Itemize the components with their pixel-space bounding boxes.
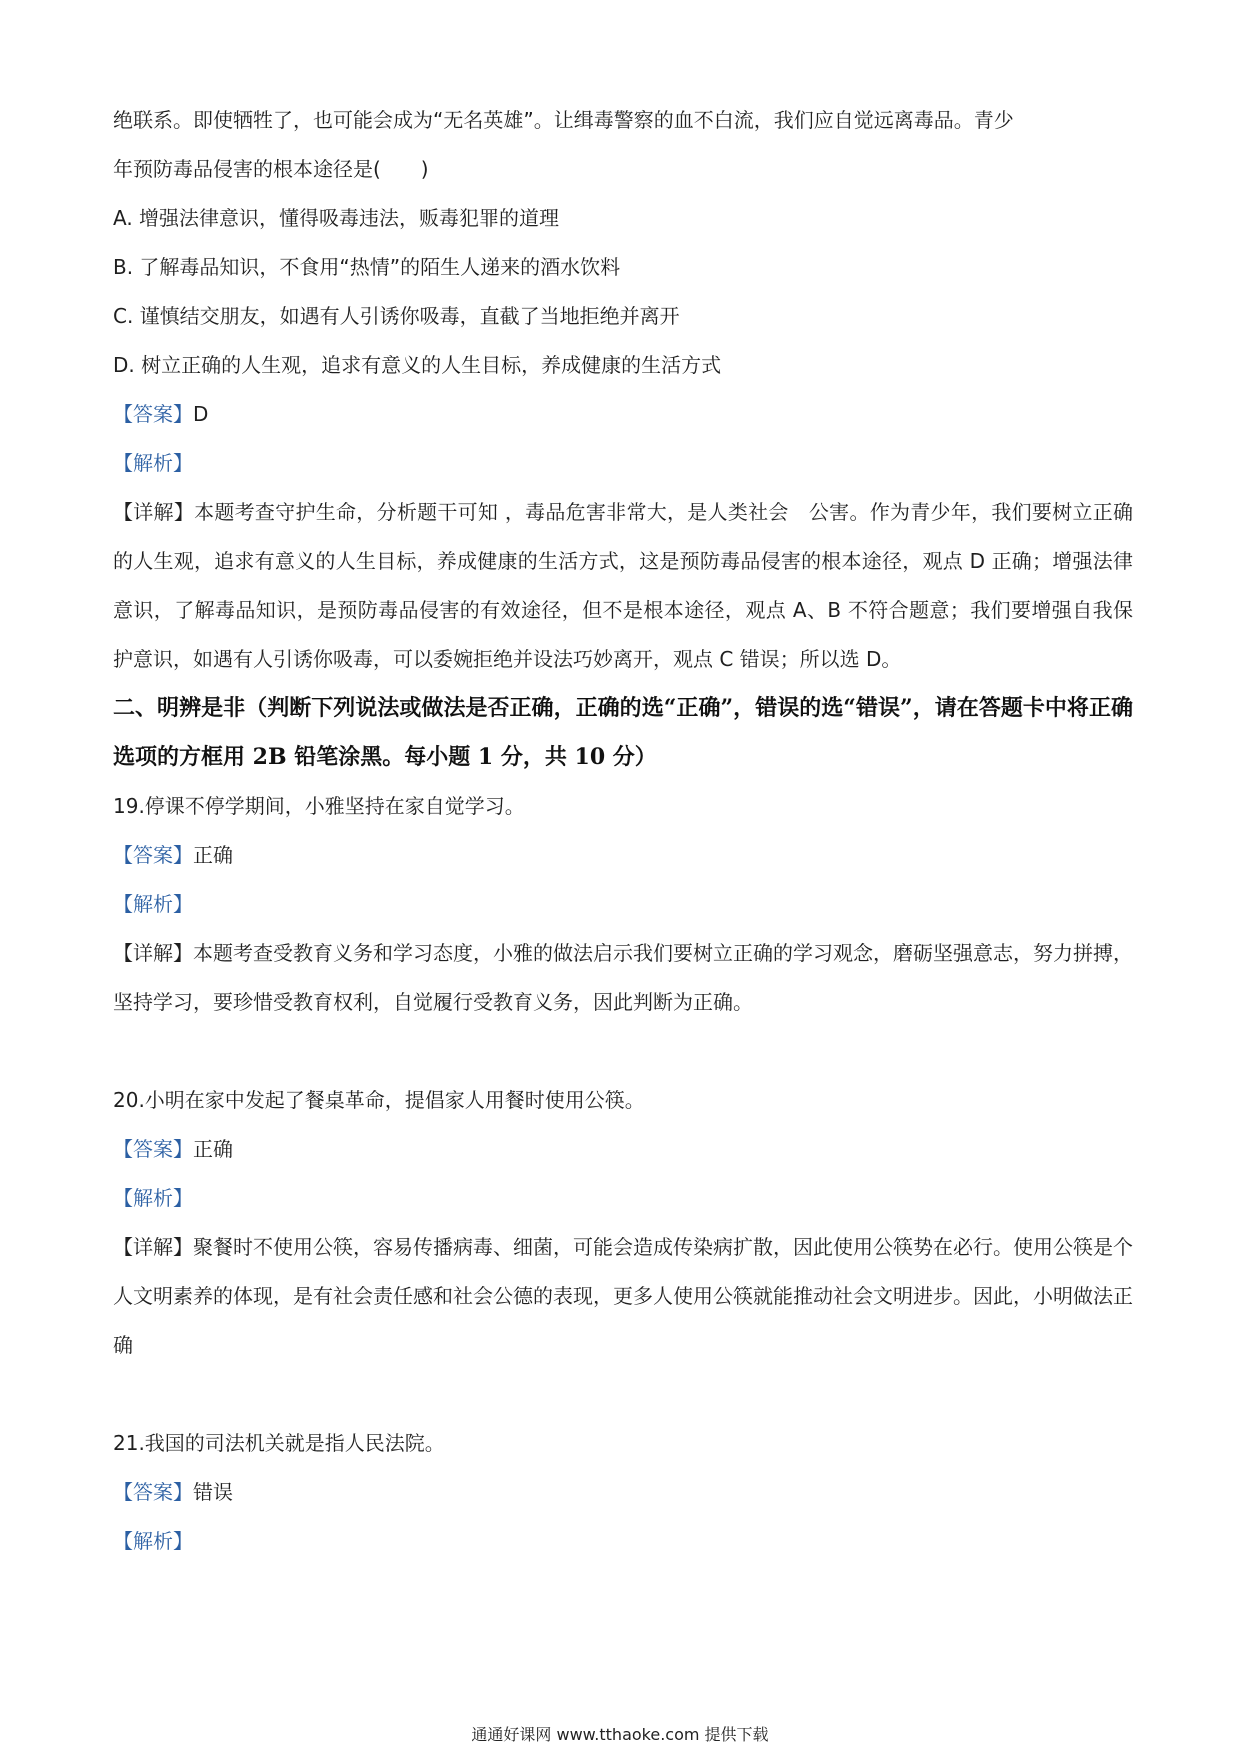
answer-tag: 【答案】 bbox=[113, 1480, 193, 1504]
q20-stem: 20.小明在家中发起了餐桌革命，提倡家人用餐时使用公筷。 bbox=[113, 1088, 645, 1112]
detail-tag: 【详解】 bbox=[113, 500, 195, 524]
analysis-tag: 【解析】 bbox=[113, 1186, 193, 1210]
q18-answer bbox=[113, 390, 1133, 439]
answer-value: 错误 bbox=[193, 1480, 233, 1504]
q18-option-d: D. 树立正确的人生观，追求有意义的人生目标，养成健康的生活方式 bbox=[113, 353, 722, 377]
q18-detail bbox=[113, 488, 1133, 684]
spacer bbox=[113, 1370, 1133, 1419]
q19-analysis bbox=[113, 880, 1133, 929]
answer-value: 正确 bbox=[193, 843, 233, 867]
detail-text: 本题考查守护生命，分析题干可知 ，毒品危害非常大，是人类社会 公害。作为青少年，我们要树立正确的人生观，追求有意义的人生目标，养成健康的生活方式，这是预防毒品侵害的根本途径，观点 D 正确；增强法律意识，了解毒品知识，是预防毒品侵害的有效途径，但不是根本途径，观点 A、B 不符合题意；我们要增强自我保护意识，如遇有人引诱你吸毒，可以委婉拒绝并设法巧妙离开，观点 C 错误；所以选 D。 bbox=[113, 500, 1133, 671]
q19-detail bbox=[113, 929, 1133, 1027]
q20-answer bbox=[113, 1125, 1133, 1174]
detail-text: 聚餐时不使用公筷，容易传播病毒、细菌，可能会造成传染病扩散，因此使用公筷势在必行。使用公筷是个人文明素养的体现，是有社会责任感和社会公德的表现，更多人使用公筷就能推动社会文明进步。因此，小明做法正确 bbox=[113, 1235, 1133, 1357]
answer-tag: 【答案】 bbox=[113, 1137, 193, 1161]
q19-answer bbox=[113, 831, 1133, 880]
q21-answer bbox=[113, 1468, 1133, 1517]
q18-option-b: B. 了解毒品知识，不食用“热情”的陌生人递来的酒水饮料 bbox=[113, 255, 621, 279]
q18-option-a: A. 增强法律意识，懂得吸毒违法，贩毒犯罪的道理 bbox=[113, 206, 560, 230]
analysis-tag: 【解析】 bbox=[113, 892, 193, 916]
q18-stem-line1: 绝联系。即使牺牲了，也可能会成为“无名英雄”。让缉毒警察的血不白流，我们应自觉远离毒品。青少 bbox=[113, 108, 1014, 132]
answer-tag: 【答案】 bbox=[113, 402, 193, 426]
q20-analysis bbox=[113, 1174, 1133, 1223]
q20-detail bbox=[113, 1223, 1133, 1370]
answer-value: 正确 bbox=[193, 1137, 233, 1161]
answer-tag: 【答案】 bbox=[113, 843, 193, 867]
detail-tag: 【详解】 bbox=[113, 941, 193, 965]
section-heading: 二、明辨是非（判断下列说法或做法是否正确，正确的选“正确”，错误的选“错误”，请在答题卡中将正确选项的方框用 2B 铅笔涂黑。每小题 1 分，共 10 分） bbox=[113, 695, 1133, 770]
analysis-tag: 【解析】 bbox=[113, 451, 193, 475]
answer-value: D bbox=[193, 402, 209, 426]
q21-stem: 21.我国的司法机关就是指人民法院。 bbox=[113, 1431, 445, 1455]
q18-option-c: C. 谨慎结交朋友，如遇有人引诱你吸毒，直截了当地拒绝并离开 bbox=[113, 304, 680, 328]
spacer bbox=[113, 1027, 1133, 1076]
q21-analysis bbox=[113, 1517, 1133, 1566]
q18-analysis bbox=[113, 439, 1133, 488]
q19-stem: 19.停课不停学期间，小雅坚持在家自觉学习。 bbox=[113, 794, 525, 818]
q18-stem-line2: 年预防毒品侵害的根本途径是( ) bbox=[113, 157, 429, 181]
analysis-tag: 【解析】 bbox=[113, 1529, 193, 1553]
document-body bbox=[113, 96, 1133, 1566]
detail-text: 本题考查受教育义务和学习态度，小雅的做法启示我们要树立正确的学习观念，磨砺坚强意志，努力拼搏，坚持学习，要珍惜受教育权利，自觉履行受教育义务，因此判断为正确。 bbox=[113, 941, 1133, 1014]
detail-tag: 【详解】 bbox=[113, 1235, 193, 1259]
page-footer: 通通好课网 www.tthaoke.com 提供下载 bbox=[471, 1725, 769, 1744]
